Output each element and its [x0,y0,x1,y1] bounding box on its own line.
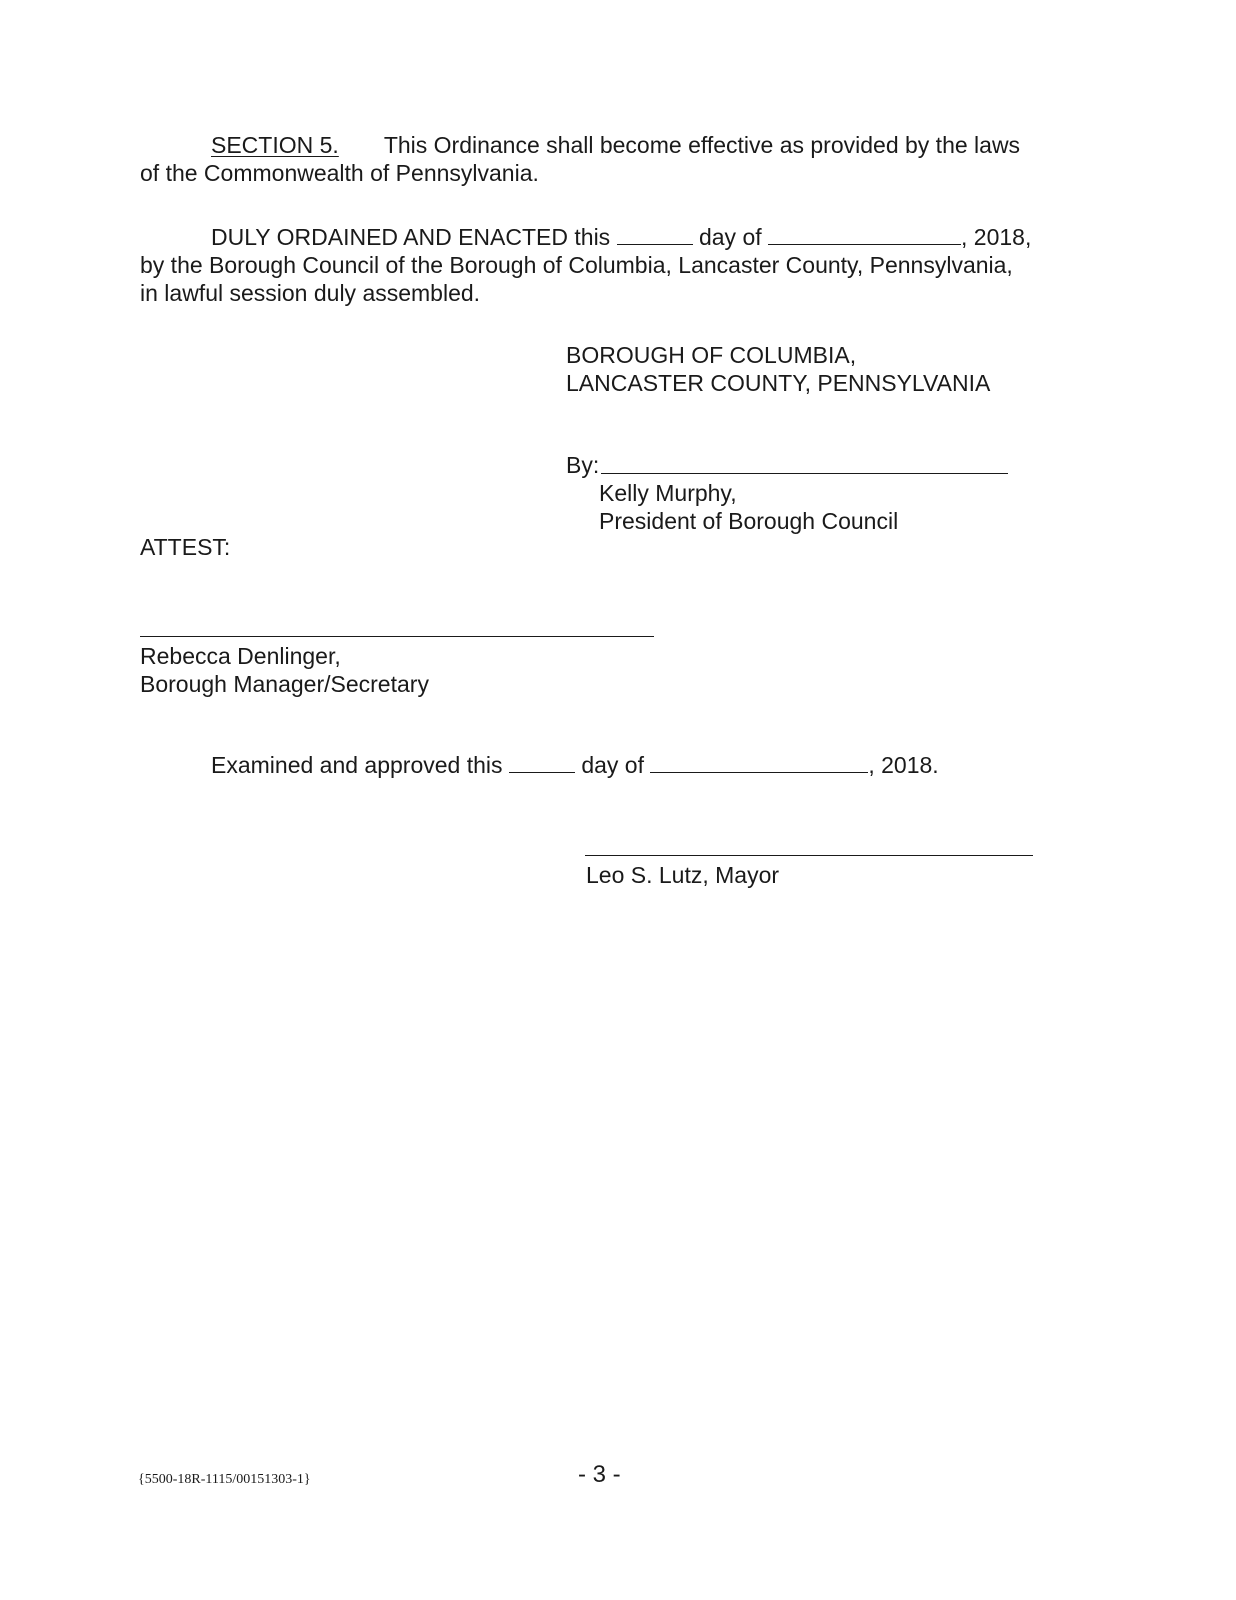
borough-name: BOROUGH OF COLUMBIA, [566,342,857,368]
president-name: Kelly Murphy, [599,480,737,506]
page-number: - 3 - [578,1461,621,1488]
mayor-signature-line [585,855,1033,856]
section-text: This Ordinance shall become effective as provided by the laws [383,132,1021,158]
section-heading: SECTION 5. [211,132,339,158]
approval-year: , 2018. [868,752,939,778]
secretary-name: Rebecca Denlinger, [140,643,341,669]
enacted-prefix: DULY ORDAINED AND ENACTED this [211,224,611,250]
enacted-year: , 2018, [961,224,1032,250]
day-blank [617,224,693,245]
attest-label: ATTEST: [140,534,231,560]
approval-day-blank [509,752,575,773]
month-blank [768,224,961,245]
enacted-line-1 [211,223,1031,251]
enacted-day-of: day of [698,224,762,250]
secretary-title: Borough Manager/Secretary [140,671,429,697]
approval-prefix: Examined and approved this [211,752,503,778]
mayor-name: Leo S. Lutz, Mayor [586,862,780,888]
secretary-signature-line [140,636,654,637]
section-5-line-2: of the Commonwealth of Pennsylvania. [140,160,539,186]
president-title: President of Borough Council [599,508,899,534]
approval-month-blank [650,752,868,773]
president-signature-line [601,473,1008,474]
section-5-line-1 [211,131,1020,159]
approval-line [211,751,939,779]
by-label: By: [566,452,600,478]
enacted-line-2: by the Borough Council of the Borough of Columbia, Lancaster County, Pennsylvania, [140,252,1013,278]
enacted-line-3: in lawful session duly assembled. [140,280,481,306]
approval-day-of: day of [581,752,644,778]
document-code: {5500-18R-1115/00151303-1} [138,1472,311,1487]
borough-county: LANCASTER COUNTY, PENNSYLVANIA [566,370,991,396]
